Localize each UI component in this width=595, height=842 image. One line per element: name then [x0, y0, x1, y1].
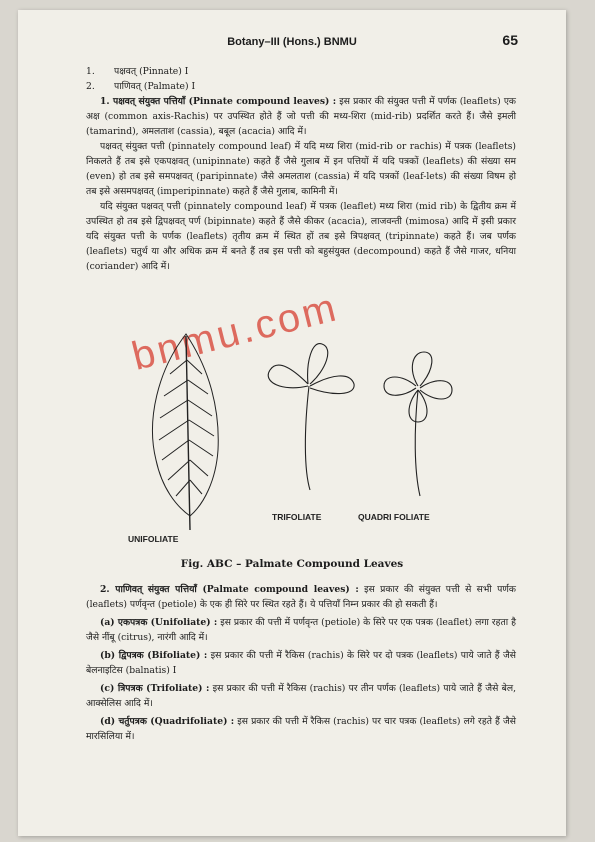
paragraph-palmate	[86, 582, 516, 612]
figure-caption: Fig. ABC – Palmate Compound Leaves	[180, 558, 404, 570]
item-heading: (a) एकपत्रक (Unifoliate) :	[100, 617, 218, 628]
item-unifoliate	[86, 615, 516, 645]
list-item	[86, 64, 516, 79]
item-body: इस प्रकार की पत्ती में रैकिस (rachis) पर चार पत्रक (leaflets) लगे रहते हैं जैसे मारसिलिया में।	[86, 716, 516, 742]
book-page	[18, 10, 566, 836]
item-body: इस प्रकार की पत्ती में पर्णवृन्त (petiole) के सिरे पर एक पत्रक (leaflet) लगा रहता है जैसे नींबू (citrus), नारंगी आदि में।	[86, 617, 516, 643]
page-header	[18, 32, 566, 54]
paragraph-heading: 1. पक्षवत् संयुक्त पत्तियाँ (Pinnate compound leaves) :	[100, 96, 337, 107]
item-trifoliate	[86, 681, 516, 711]
list-number: 1.	[86, 66, 95, 77]
paragraph-pinnate-types: पक्षवत् संयुक्त पत्ती (pinnately compound leaf) में यदि मध्य शिरा (mid-rib or rachis) में पत्रक (leaflets) निकलते हैं तब इसे एकपक्षवत् (unipinnate) कहते हैं जैसे गुलाब में इन पत्तियों में यदि पत्रकों (leaflets) की संख्या सम (even) हो तब इसे समपक्षवत् (paripinnate) जैसे अमलताश (cassia) में यदि पत्रकों (leaf-lets) की संख्या विषम हो तब इसे असमपक्षवत् (imperipinnate) कहते हैं जैसे गुलाब, कामिनी में।	[86, 141, 516, 197]
list-number: 2.	[86, 81, 95, 92]
item-heading: (d) चर्तुपत्रक (Quadrifoliate) :	[100, 716, 235, 727]
paragraph-pinnate	[86, 94, 516, 139]
watermark: bnmu.com	[127, 285, 343, 379]
unifoliate-label: UNIFOLIATE	[128, 534, 179, 544]
paragraph-heading: 2. पाणिवत् संयुक्त पत्तियाँ (Palmate compound leaves) :	[100, 584, 359, 595]
paragraph-body: इस प्रकार की संयुक्त पत्ती से सभी पर्णक (leaflets) पर्णवृन्त (petiole) के एक ही सिरे पर स्थित रहते हैं। ये पत्तियाँ निम्न प्रकार की हो सकती हैं।	[86, 584, 516, 610]
item-heading: (b) द्विपत्रक (Bifoliate) :	[100, 650, 208, 661]
top-text-block	[86, 64, 516, 274]
trifoliate-label: TRIFOLIATE	[272, 512, 322, 522]
item-body: इस प्रकार की पत्ती में रैकिस (rachis) पर तीन पर्णक (leaflets) पाये जाते हैं जैसे बेल, आक्सेलिस आदि में।	[86, 683, 516, 709]
item-body: इस प्रकार की पत्ती में रैकिस (rachis) के सिरे पर दो पत्रक (leaflets) पाये जाते हैं जैसे बेलनाइटिस (balnatis) I	[86, 650, 516, 676]
list-text: पाणिवत् (Palmate) I	[114, 81, 196, 92]
unifoliate-leaf-drawing	[153, 334, 219, 530]
list-text: पक्षवत् (Pinnate) I	[114, 66, 189, 77]
palmate-leaves-figure	[118, 330, 478, 548]
item-bifoliate	[86, 648, 516, 678]
item-quadrifoliate	[86, 714, 516, 744]
list-item	[86, 79, 516, 94]
item-heading: (c) त्रिपत्रक (Trifoliate) :	[100, 683, 210, 694]
quadrifoliate-label: QUADRI FOLIATE	[358, 512, 430, 522]
quadrifoliate-leaf-drawing	[384, 352, 452, 496]
trifoliate-leaf-drawing	[268, 344, 354, 490]
paragraph-body: इस प्रकार की संयुक्त पत्ती में पर्णक (leaflets) एक अक्ष (common axis-Rachis) पर उपस्थित होते हैं जो पत्ती की मध्य-शिरा (mid-rib) प्रदर्शित करते हैं। जैसे इमली (tamarind), अमलताश (cassia), बबूल (acacia) आदि में।	[86, 96, 516, 137]
paragraph-bipinnate: यदि संयुक्त पक्षवत् पत्ती (pinnately compound leaf) में पत्रक (leaflet) मध्य शिरा (mid rib) के द्वितीय क्रम में उपस्थित हो तब इसे द्विपक्षवत् पर्ण (bipinnate) कहते हैं जैसे कीकर (acacia), लाजवन्ती (mimosa) आदि में इसी प्रकार यदि संयुक्त पत्ती के पर्णक (leaflets) तृतीय क्रम में स्थित हों तब इसे त्रिपक्षवत् (tripinnate) कहते हैं। जब पर्णक (leaflets) चतुर्थ या और अधिक क्रम में बनते हैं तब इस पत्ती को बहुसंयुक्त (decompound) कहते हैं जैसे गाजर, धनिया (coriander) आदि में।	[86, 201, 516, 272]
running-title: Botany–III (Hons.) BNMU	[227, 36, 357, 48]
bottom-text-block	[86, 582, 516, 744]
page-number: 65	[502, 32, 518, 48]
